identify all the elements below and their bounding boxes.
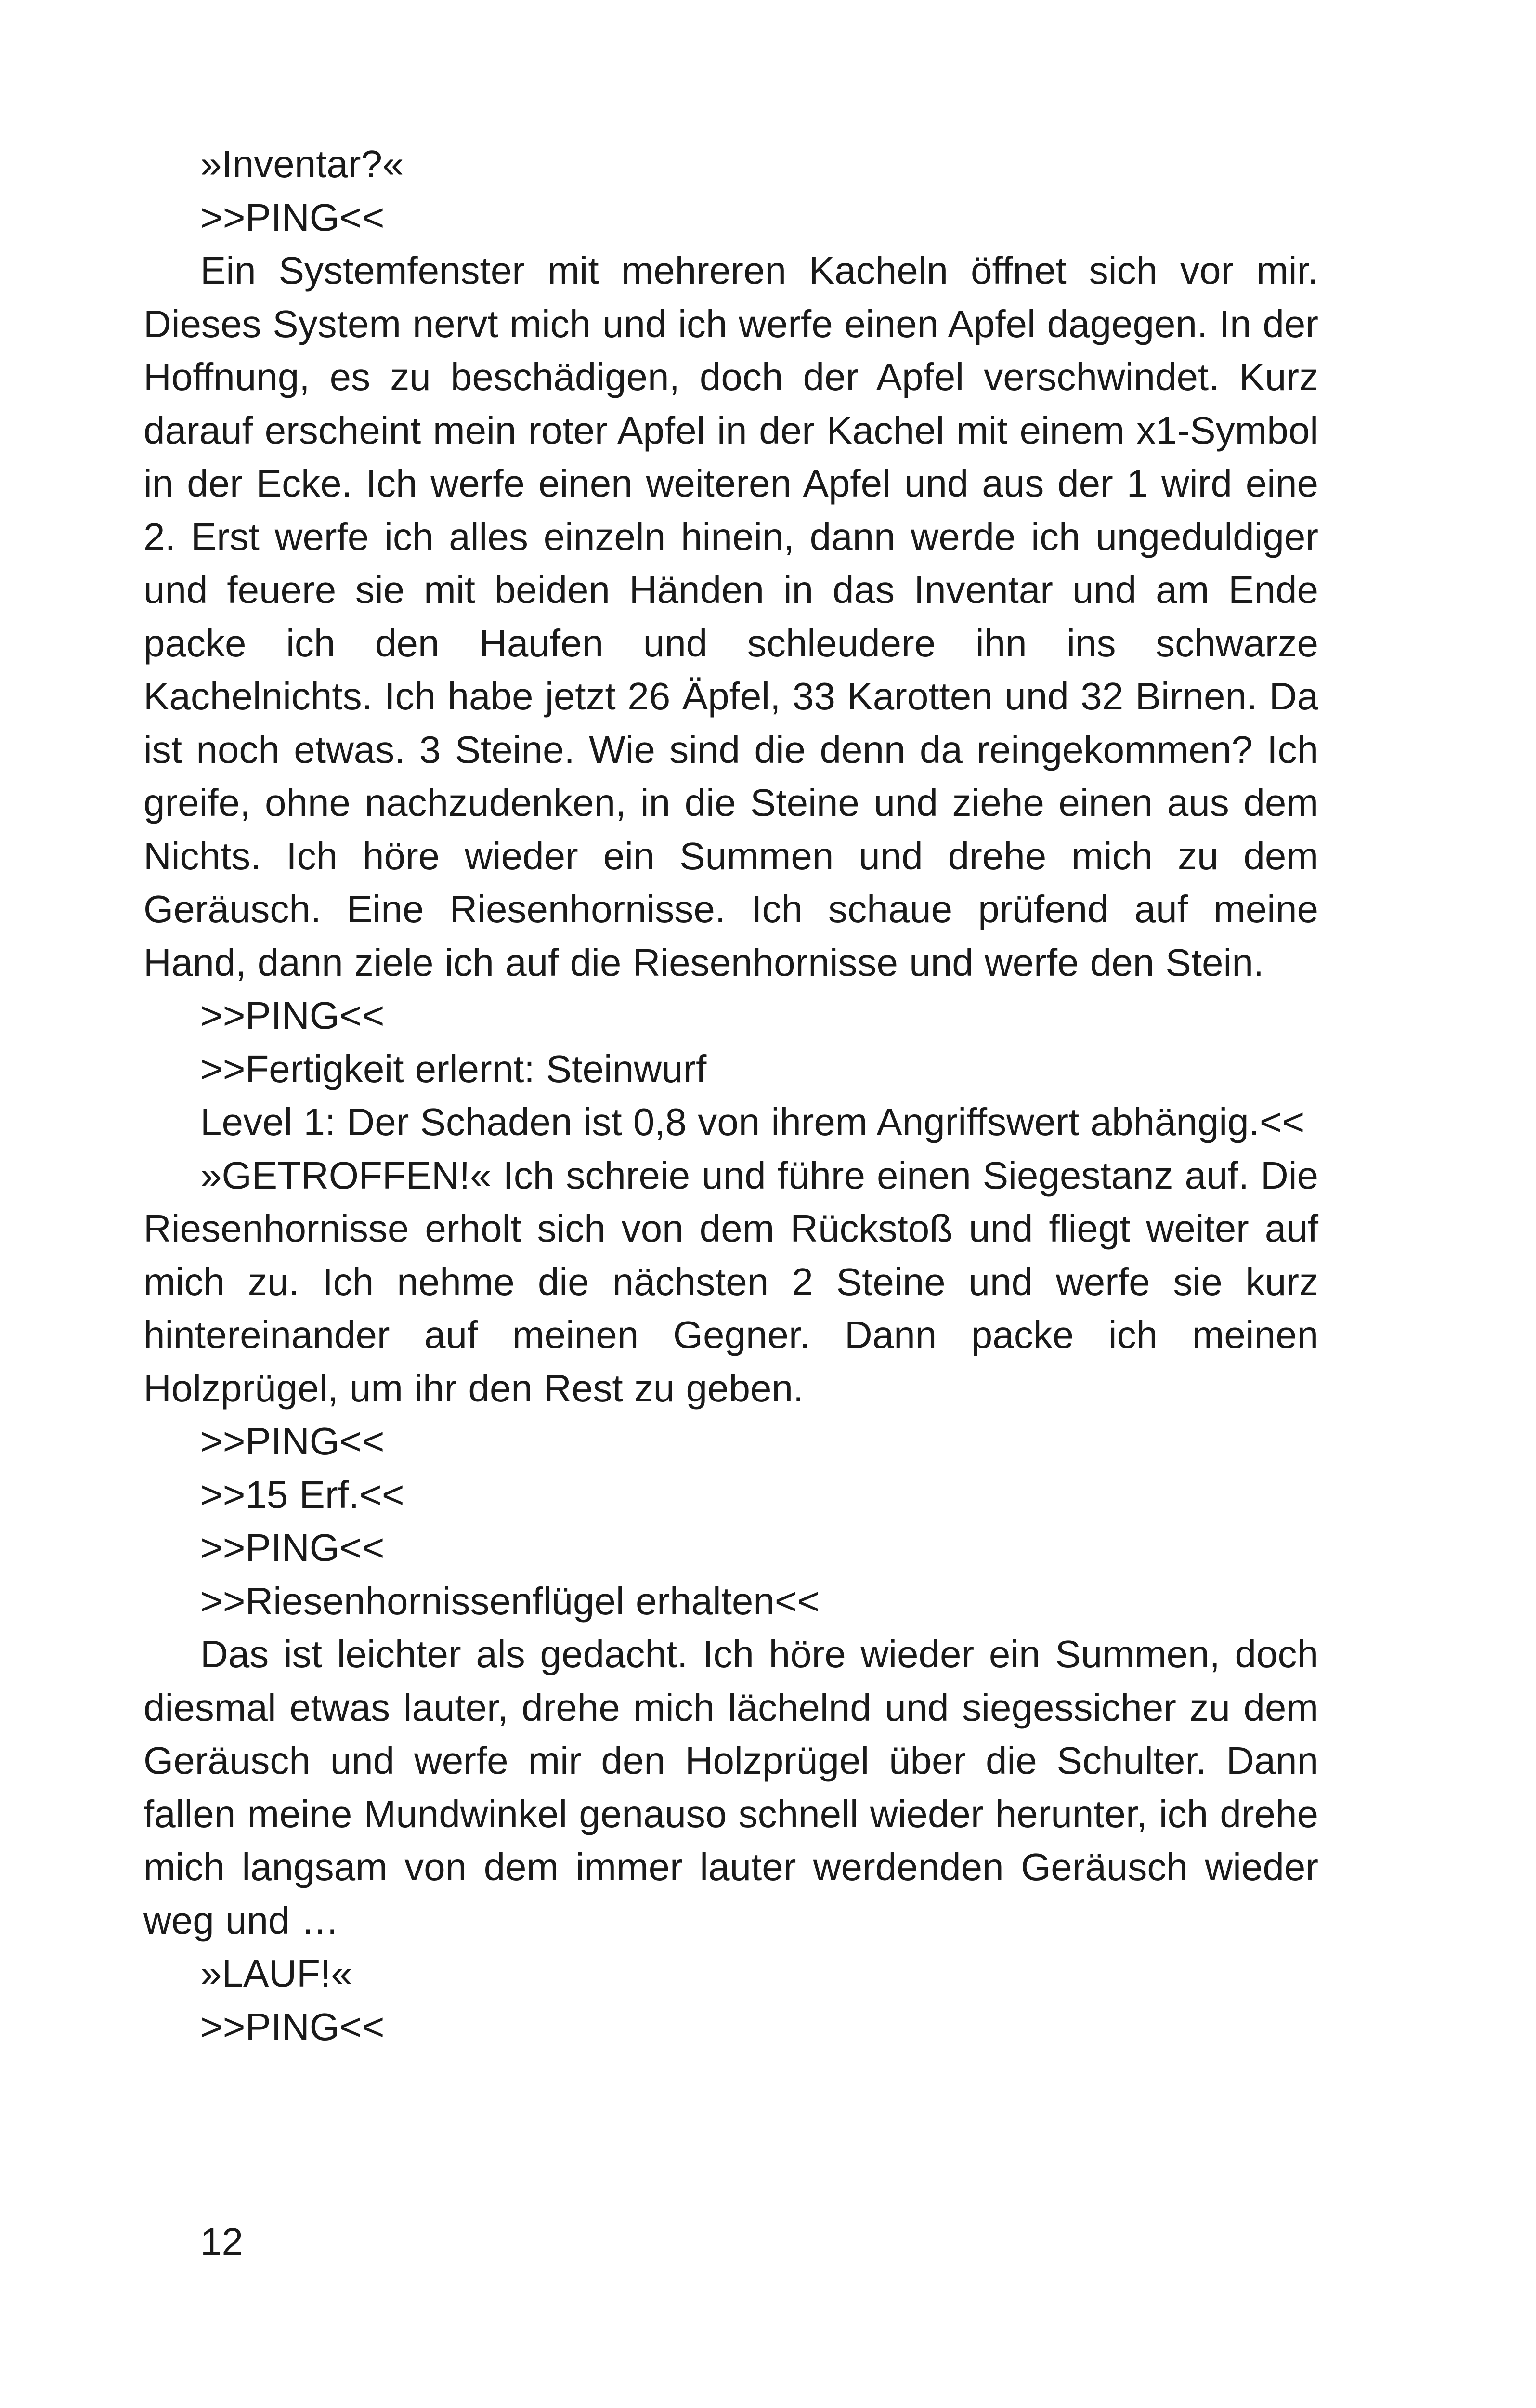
paragraph: >>PING<<: [200, 994, 385, 1037]
paragraph: »LAUF!«: [200, 1952, 352, 1995]
paragraph: >>Riesenhornissenflügel erhalten<<: [200, 1579, 820, 1623]
paragraph: »Inventar?«: [200, 143, 404, 185]
paragraph: Level 1: Der Schaden ist 0,8 von ihrem Angriffswert abhängig.<<: [200, 1100, 1305, 1143]
page-number: 12: [200, 2220, 243, 2263]
paragraph: >>PING<<: [200, 196, 385, 239]
paragraph: >>PING<<: [200, 2005, 385, 2048]
paragraph: >>PING<<: [200, 1420, 385, 1463]
paragraph: >>Fertigkeit erlernt: Steinwurf: [200, 1047, 707, 1090]
paragraph: Ein Systemfenster mit mehreren Kacheln öffnet sich vor mir. Dieses System nervt mich und ich werfe einen Apfel dagegen. In der Hoffnung, es zu beschädigen, doch der Apfel verschwindet. Kurz darauf erscheint mein roter Apfel in der Kachel mit einem x1-Symbol in der Ecke. Ich werfe einen weiteren Apfel und aus der 1 wird eine 2. Erst werfe ich alles einzeln hinein, dann werde ich ungeduldiger und feuere sie mit beiden Händen in das Inventar und am Ende packe ich den Haufen und schleudere ihn ins schwarze Kachelnichts. Ich habe jetzt 26 Äpfel, 33 Karotten und 32 Birnen. Da ist noch etwas. 3 Steine. Wie sind die denn da reingekommen? Ich greife, ohne nachzudenken, in die Steine und ziehe einen aus dem Nichts. Ich höre wieder ein Summen und drehe mich zu dem Geräusch. Eine Riesenhornisse. Ich schaue prüfend auf meine Hand, dann ziele ich auf die Riesenhornisse und werfe den Stein.: [143, 249, 1318, 984]
paragraph: Das ist leichter als gedacht. Ich höre wieder ein Summen, doch diesmal etwas lauter, drehe mich lächelnd und siegessicher zu dem Geräusch und werfe mir den Holzprügel über die Schulter. Dann fallen meine Mundwinkel genauso schnell wieder herunter, ich drehe mich langsam von dem immer lauter werdenden Geräusch wieder weg und …: [143, 1633, 1318, 1942]
paragraph: >>PING<<: [200, 1526, 385, 1569]
paragraph: >>15 Erf.<<: [200, 1473, 404, 1516]
paragraph: »GETROFFEN!« Ich schreie und führe einen Siegestanz auf. Die Riesenhornisse erholt sich von dem Rückstoß und fliegt weiter auf mich zu. Ich nehme die nächsten 2 Steine und werfe sie kurz hintereinander auf meinen Gegner. Dann packe ich meinen Holzprügel, um ihr den Rest zu geben.: [143, 1153, 1318, 1410]
body-text: [143, 138, 1318, 2054]
